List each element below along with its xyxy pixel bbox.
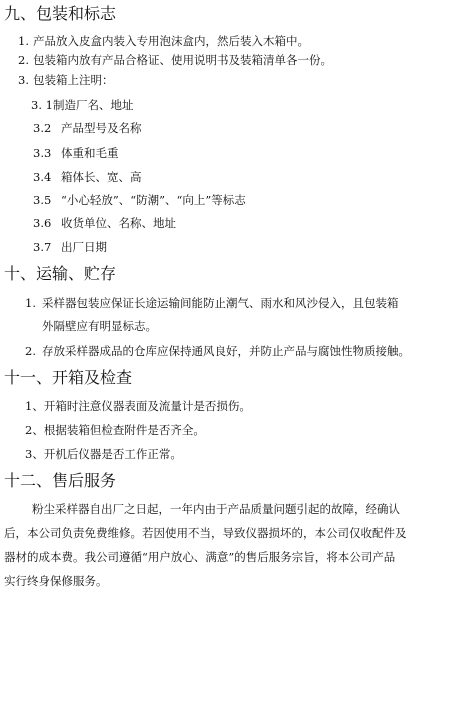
section-9-subitem-3-3 xyxy=(33,145,119,161)
subitem-number: 3.2 xyxy=(33,121,52,135)
section-9-subitem-3-2 xyxy=(33,120,142,136)
subitem-text: 体重和毛重 xyxy=(61,146,119,160)
section-9-subitem-3-1 xyxy=(31,97,134,113)
item-text: 包装箱内放有产品合格证、使用说明书及装箱清单各一份。 xyxy=(33,53,332,67)
section-9-heading: 九、包装和标志 xyxy=(4,4,117,23)
section-10-heading: 十、运输、贮存 xyxy=(4,264,117,283)
section-10-item-2 xyxy=(25,343,410,359)
subitem-number: 3.4 xyxy=(33,170,52,184)
item-text: 包装箱上注明： xyxy=(33,73,114,87)
section-9-item-3 xyxy=(18,72,114,88)
subitem-number: 3.6 xyxy=(33,216,52,230)
section-9-subitem-3-7 xyxy=(33,239,107,255)
item-number: 1. xyxy=(18,34,29,48)
section-11-item-1: 1、开箱时注意仪器表面及流量计是否损伤。 xyxy=(25,399,251,413)
subitem-number: 3. 1 xyxy=(31,98,53,112)
after-sales-paragraph-line-4: 实行终身保修服务。 xyxy=(4,574,108,588)
subitem-text: 收货单位、名称、地址 xyxy=(61,216,176,230)
subitem-text: “小心轻放”、“防潮”、“向上”等标志 xyxy=(61,193,246,207)
section-9-subitem-3-4 xyxy=(33,169,142,185)
subitem-number: 3.3 xyxy=(33,146,52,160)
section-9-item-2 xyxy=(18,52,332,68)
item-number: 1. xyxy=(25,296,36,310)
after-sales-paragraph-line-3: 器材的成本费。我公司遵循“用户放心、满意”的售后服务宗旨，将本公司产品 xyxy=(4,550,396,564)
item-text: 产品放入皮盒内装入专用泡沫盒内，然后装入木箱中。 xyxy=(33,34,309,48)
section-10-item-1 xyxy=(25,295,399,311)
section-9-subitem-3-6 xyxy=(33,215,176,231)
section-11-item-3: 3、开机后仪器是否工作正常。 xyxy=(25,447,182,461)
section-10-item-1-continuation: 外隔壁应有明显标志。 xyxy=(42,319,157,333)
subitem-text: 制造厂名、地址 xyxy=(53,98,134,112)
item-number: 2. xyxy=(25,344,36,358)
item-number: 3. xyxy=(18,73,29,87)
subitem-text: 产品型号及名称 xyxy=(61,121,142,135)
section-9-subitem-3-5 xyxy=(33,192,246,208)
after-sales-paragraph-line-2: 后，本公司负责免费维修。若因使用不当，导致仪器损坏的，本公司仅收配件及 xyxy=(4,526,407,540)
section-11-item-2: 2、根据装箱但检查附件是否齐全。 xyxy=(25,423,205,437)
item-text: 采样器包装应保证长途运输间能防止潮气、雨水和风沙侵入，且包装箱 xyxy=(42,296,399,310)
subitem-text: 箱体长、宽、高 xyxy=(61,170,142,184)
subitem-number: 3.5 xyxy=(33,193,52,207)
section-11-heading: 十一、开箱及检查 xyxy=(4,368,133,387)
subitem-text: 出厂日期 xyxy=(61,240,107,254)
item-number: 2. xyxy=(18,53,29,67)
subitem-number: 3.7 xyxy=(33,240,52,254)
section-9-item-1 xyxy=(18,33,309,49)
item-text: 存放采样器成品的仓库应保持通风良好，并防止产品与腐蚀性物质接触。 xyxy=(42,344,410,358)
after-sales-paragraph-line-1: 粉尘采样器自出厂之日起，一年内由于产品质量问题引起的故障，经确认 xyxy=(32,502,400,516)
section-12-heading: 十二、售后服务 xyxy=(4,471,117,490)
